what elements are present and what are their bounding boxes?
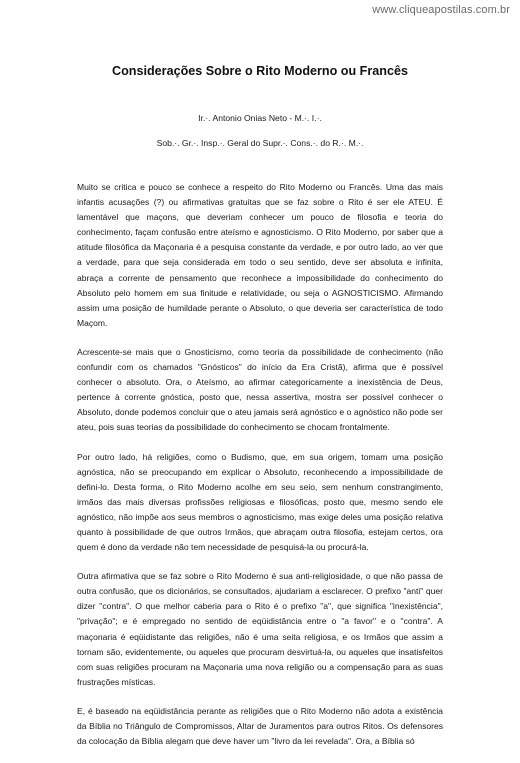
author-role-line: Sob.·. Gr.·. Insp.·. Geral do Supr.·. Cons.·. do R.·. M.·. bbox=[156, 138, 364, 148]
paragraph: Outra afirmativa que se faz sobre o Rito Moderno é sua anti-religiosidade, o que não passa de outra confusão, que os dicionários, se consultados, ajudariam a esclarecer. O prefixo "anti" quer dizer "contra". O que melhor caberia para o Rito é o prefixo "a", que significa "inexistência", "privação"; e é empregado no sentido de eqüidistância entre o "a favor" e o "contra". A maçonaria é eqüidistante das religiões, não é uma seita religiosa, e os Irmãos que assim a tornam são, evidentemente, ou aqueles que procuram desvirtuá-la, ou aqueles que insatisfeitos com suas religiões procuram na Maçonaria uma nova religião ou a compensação para as suas frustrações místicas. bbox=[77, 571, 443, 687]
author-line: Ir.·. Antonio Onias Neto - M.·. I.·. bbox=[198, 113, 322, 123]
document-body bbox=[77, 180, 443, 763]
paragraph: Por outro lado, há religiões, como o Budismo, que, em sua origem, tomam uma posição agnóstica, não se preocupando em explicar o Absoluto, reconhecendo a impossibilidade de defini-lo. Desta forma, o Rito Moderno acolhe em seu seio, sem nenhum constrangimento, irmãos das mais diversas profissões religiosas e filosóficas, posto que, mesmo sendo ele agnóstico, não impõe aos seus membros o agnosticismo, mas exige deles uma posição relativa quanto à possibilidade de que outros Irmãos, que abraçam outra filosofia, estejam certos, ora quem é dono da verdade não tem necessidade de pesquisá-la ou procurá-la. bbox=[77, 451, 443, 553]
paragraph: E, é baseado na eqüidistância perante as religiões que o Rito Moderno não adota a existência da Bíblia no Triângulo de Compromissos, Altar de Juramentos para outros Ritos. Os defensores da colocação da Bíblia alegam que deve haver um "livro da lei revelada". Ora, a Bíblia só bbox=[77, 705, 443, 747]
document-title: Considerações Sobre o Rito Moderno ou Francês bbox=[111, 64, 408, 78]
paragraph: Acrescente-se mais que o Gnosticismo, como teoria da possibilidade de conhecimento (não confundir com os chamados "Gnósticos" do início da Era Cristã), afirma que é possível conhecer o absoluto. Ora, o Ateísmo, ao afirmar categoricamente a inexistência de Deus, pertence à corrente gnóstica, posto que, nessa assertiva, mostra ser possível conhecer o Absoluto, donde podemos concluir que o ateu jamais será agnóstico e o agnóstico não pode ser ateu, pois suas teorias da possibilidade do conhecimento se chocam frontalmente. bbox=[77, 346, 443, 433]
paragraph: Muito se critica e pouco se conhece a respeito do Rito Moderno ou Francês. Uma das mais infantis acusações (?) ou afirmativas gratuitas que se faz sobre o Rito é ser ele ATEU. É lamentável que maçons, que deveriam conhecer um pouco de filosofia e teoria do conhecimento, façam confusão entre ateísmo e agnosticismo. O Rito Moderno, por saber que a atitude filosófica da Maçonaria é a pesquisa constante da verdade, e por outro lado, ao ver que a verdade, para que seja considerada em todo o seu sentido, deve ser absoluta e infinita, abraça a corrente de pensamento que reconhece a impossibilidade do conhecimento do Absoluto pelo homem em sua finitude e relatividade, ou seja o AGNOSTICISMO. Afirmando assim uma posição de humildade perante o Absoluto, o que deveria ser característica de todo Maçom. bbox=[77, 182, 443, 328]
site-url: www.cliqueapostilas.com.br bbox=[372, 4, 510, 16]
